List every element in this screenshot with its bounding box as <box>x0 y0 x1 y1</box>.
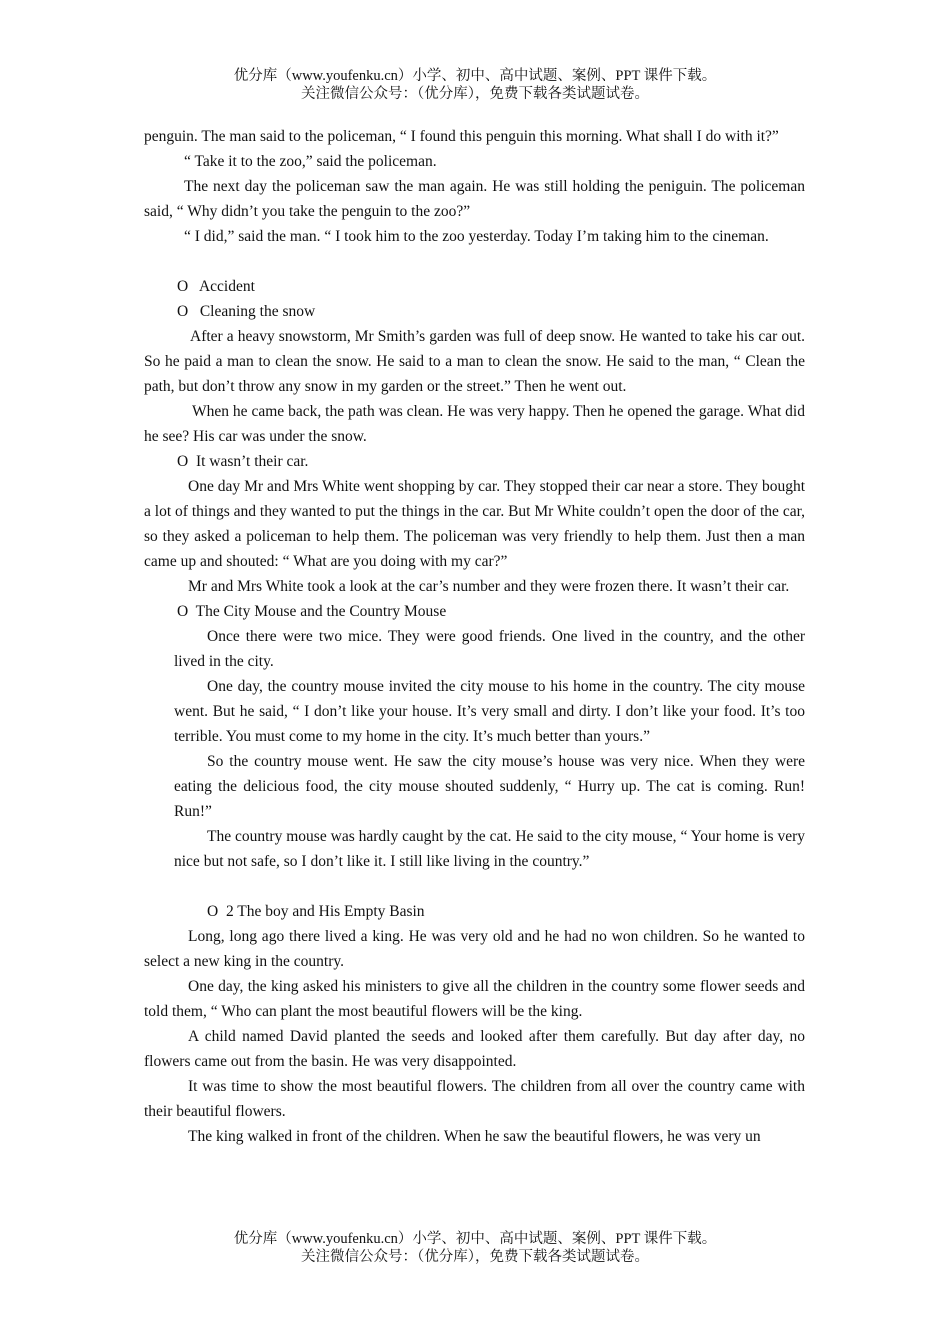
section-title-cleaning-snow: O Cleaning the snow <box>177 303 316 320</box>
story-car <box>144 474 805 599</box>
section-title-not-their-car: O It wasn’t their car. <box>177 453 309 470</box>
paragraph: Once there were two mice. They were good friends. One lived in the country, and the other lived in the city. <box>174 628 805 670</box>
paragraph: One day Mr and Mrs White went shopping by car. They stopped their car near a store. They bought a lot of things and they wanted to put the things in the car. But Mr White couldn’t open the door of the car, so they asked a policeman to help them. The policeman was very friendly to help them. Just then a man came up and shouted: “ What are you doing with my car?” <box>144 478 805 570</box>
paragraph: The next day the policeman saw the man again. He was still holding the peniguin. The policeman said, “ Why didn’t you take the penguin to the zoo?” <box>144 178 805 220</box>
header-line-1: 优分库（www.youfenku.cn）小学、初中、高中试题、案例、PPT 课件下载。 <box>233 68 717 84</box>
header-line-2: 关注微信公众号：（优分库），免费下载各类试题试卷。 <box>301 86 649 102</box>
spacer <box>144 874 805 899</box>
section-title-empty-basin: O 2 The boy and His Empty Basin <box>207 903 425 920</box>
story-snow <box>144 324 805 449</box>
document-body <box>144 124 805 1149</box>
paragraph: The king walked in front of the children. When he saw the beautiful flowers, he was very un <box>188 1128 761 1145</box>
footer-line-2: 关注微信公众号：（优分库），免费下载各类试题试卷。 <box>301 1249 649 1265</box>
footer-line-1: 优分库（www.youfenku.cn）小学、初中、高中试题、案例、PPT 课件下载。 <box>233 1231 717 1247</box>
page-header <box>0 67 950 103</box>
paragraph: A child named David planted the seeds and looked after them carefully. But day after day, no flowers came out from the basin. He was very disappointed. <box>144 1028 805 1070</box>
paragraph: One day, the country mouse invited the city mouse to his home in the country. The city mouse went. But he said, “ I don’t like your house. It’s very small and dirty. I don’t like your food. It’s too terrible. You must come to my home in the city. It’s much better than yours.” <box>174 678 805 745</box>
story-basin <box>144 924 805 1149</box>
paragraph: Mr and Mrs White took a look at the car’s number and they were frozen there. It wasn’t their car. <box>188 578 790 595</box>
section-title-city-country-mouse: O The City Mouse and the Country Mouse <box>177 603 447 620</box>
page-footer <box>0 1230 950 1266</box>
paragraph: After a heavy snowstorm, Mr Smith’s garden was full of deep snow. He wanted to take his car out. So he paid a man to clean the snow. He said to a man to clean the snow. He said to the man, “ Clean the path, but don’t throw any snow in my garden or the street.” Then he went out. <box>144 328 805 395</box>
section-title-accident: O Accident <box>177 278 255 295</box>
paragraph: It was time to show the most beautiful flowers. The children from all over the country came with their beautiful flowers. <box>144 1078 805 1120</box>
paragraph: One day, the king asked his ministers to give all the children in the country some flower seeds and told them, “ Who can plant the most beautiful flowers will be the king. <box>144 978 805 1020</box>
paragraph: So the country mouse went. He saw the city mouse’s house was very nice. When they were eating the delicious food, the city mouse shouted suddenly, “ Hurry up. The cat is coming. Run! Run!” <box>174 753 805 820</box>
paragraph: “ I did,” said the man. “ I took him to the zoo yesterday. Today I’m taking him to the cineman. <box>184 228 769 245</box>
paragraph: The country mouse was hardly caught by the cat. He said to the city mouse, “ Your home is very nice but not safe, so I don’t like it. I still like living in the country.” <box>174 828 805 870</box>
paragraph: Long, long ago there lived a king. He was very old and he had no won children. So he wanted to select a new king in the country. <box>144 928 805 970</box>
spacer <box>144 249 805 274</box>
paragraph: “ Take it to the zoo,” said the policeman. <box>184 153 437 170</box>
paragraph: When he came back, the path was clean. He was very happy. Then he opened the garage. What did he see? His car was under the snow. <box>144 403 805 445</box>
paragraph: penguin. The man said to the policeman, “ I found this penguin this morning. What shall I do with it?” <box>144 128 779 145</box>
story-penguin <box>144 124 805 249</box>
story-mouse <box>174 624 805 874</box>
